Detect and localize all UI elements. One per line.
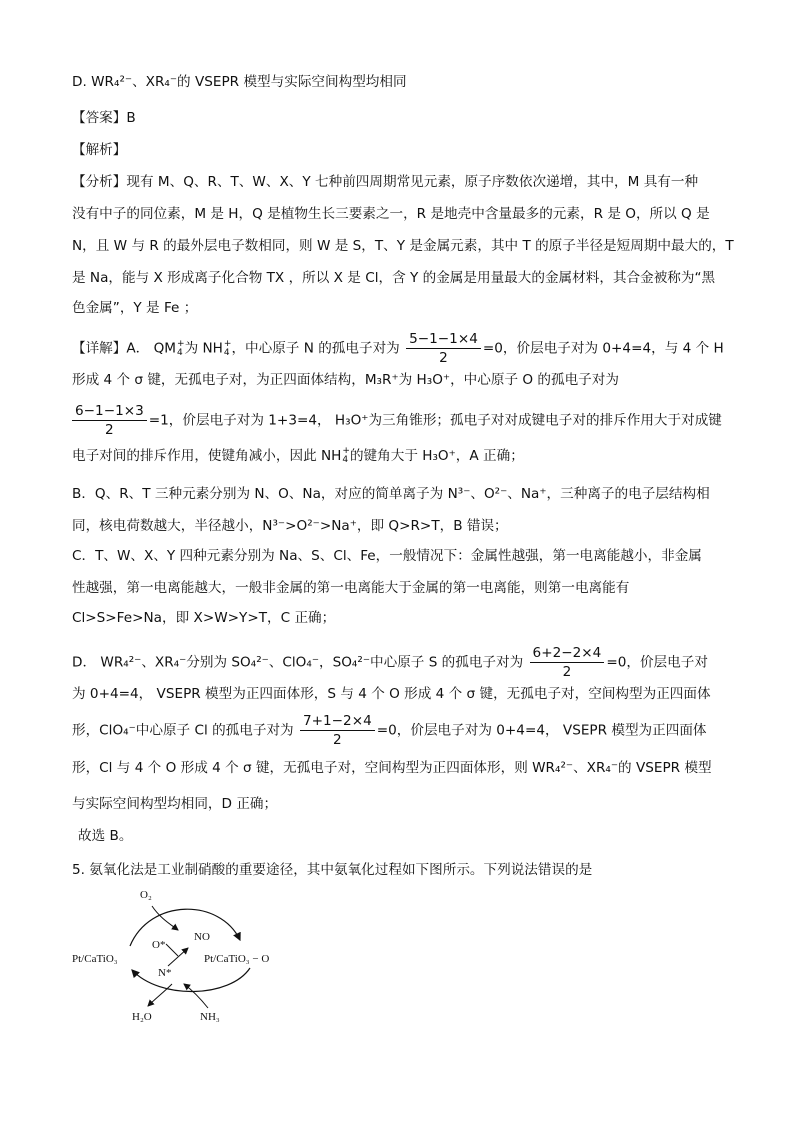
nh4-charge: + 4 (223, 338, 232, 358)
analysis-line-5: 色金属”，Y 是 Fe ； (72, 300, 198, 316)
label-o2: O₂ (140, 889, 152, 901)
detail-d-line-2: 为 0+4=4， VSEPR 模型为正四面体形，S 与 4 个 O 形成 4 个 σ 键，无孤电子对，空间构型为正四面体 (72, 686, 711, 702)
o-star-link (166, 944, 178, 956)
label-o-star: O* (152, 939, 166, 951)
detail-c-line-3: Cl>S>Fe>Na，即 X>W>Y>T，C 正确； (72, 610, 336, 626)
analysis-heading: 【解析】 (72, 142, 127, 158)
fraction-a1: $\frac{5-1-1\times 4}{2}$ (406, 330, 481, 367)
no-formation-arrow (168, 948, 188, 966)
detail-d-line-3: 形，ClO₄⁻中心原子 Cl 的孤电子对为 $\frac{7+1-2\times 4}{2}$ =0，价层电子对为 0+4=4， VSEPR 模型为正四面体 (72, 713, 707, 748)
upper-cycle-arrow (130, 909, 240, 946)
detail-c-line-1: C．T、W、X、Y 四种元素分别为 Na、S、Cl、Fe，一般情况下：金属性越强，第一电离能越小，非金属 (72, 548, 702, 564)
analysis-line-2: 没有中子的同位素，M 是 H，Q 是植物生长三要素之一，R 是地壳中含量最多的元素，R 是 O，所以 Q 是 (72, 206, 710, 222)
fraction-d1: $\frac{6+2-2\times 4}{2}$ (530, 644, 605, 681)
nh4-charge-2: + 4 (342, 446, 350, 465)
detail-a-line-4: 电子对间的排斥作用，使键角减小，因此 NH + 4 的键角大于 H₃O⁺，A 正确； (72, 446, 524, 465)
detail-a-line-1 (72, 330, 724, 367)
analysis-line-1: 【分析】现有 M、Q、R、T、W、X、Y 七种前四周期常见元素，原子序数依次递增，其中，M 具有一种 (72, 174, 699, 190)
label-n-star: N* (158, 967, 172, 979)
option-d-text: D. WR₄²⁻、XR₄⁻的 VSEPR 模型与实际空间构型均相同 (72, 74, 407, 90)
label-catalyst-right: Pt/CaTiO₃ − O (204, 953, 270, 965)
detail-a-mid: 为 NH (184, 340, 223, 357)
fraction-a3: $\frac{6-1-1\times 3}{2}$ (72, 402, 147, 439)
label-no: NO (194, 931, 210, 943)
label-nh3: NH₃ (200, 1011, 220, 1023)
detail-b-line-2: 同，核电荷数越大，半径越小，N³⁻>O²⁻>Na⁺，即 Q>R>T，B 错误； (72, 518, 508, 534)
conclusion-text: 故选 B。 (78, 828, 133, 844)
answer-label: 【答案】B (72, 110, 136, 126)
detail-d-line-4: 形，Cl 与 4 个 O 形成 4 个 σ 键，无孤电子对，空间构型为正四面体形，则 WR₄²⁻、XR₄⁻的 VSEPR 模型 (72, 760, 712, 776)
label-catalyst-left: Pt/CaTiO₃ (72, 953, 118, 965)
ammonia-oxidation-diagram (60, 878, 320, 1028)
qm-charge: + 4 (177, 338, 185, 358)
detail-a-tail: =0，价层电子对为 0+4=4，与 4 个 H (482, 340, 724, 357)
detail-c-line-2: 性越强，第一电离能越大，一般非金属的第一电离能大于金属的第一电离能，则第一电离能有 (72, 580, 630, 596)
detail-b-line-1: B．Q、R、T 三种元素分别为 N、O、Na，对应的简单离子为 N³⁻、O²⁻、Na⁺，三种离子的电子层结构相 (72, 486, 710, 502)
detail-d-line-1: D． WR₄²⁻、XR₄⁻分别为 SO₄²⁻、ClO₄⁻，SO₄²⁻中心原子 S 的孤电子对为 $\frac{6+2-2\times 4}{2}$ =0，价层电子对 (72, 645, 708, 680)
detail-a3-tail: =1，价层电子对为 1+3=4， H₃O⁺为三角锥形；孤电子对对成键电子对的排斥作用大于对成键 (148, 412, 722, 429)
detail-d-line-5: 与实际空间构型均相同，D 正确； (72, 796, 278, 812)
question-5-text: 5. 氨氧化法是工业制硝酸的重要途径，其中氨氧化过程如下图所示。下列说法错误的是 (72, 862, 593, 878)
label-h2o: H₂O (132, 1011, 152, 1023)
fraction-d3: $\frac{7+1-2\times 4}{2}$ (300, 712, 375, 749)
detail-a-post: ，中心原子 N 的孤电子对为 (231, 340, 400, 357)
o2-input-arrow (152, 906, 178, 930)
analysis-line-4: 是 Na，能与 X 形成离子化合物 TX ，所以 X 是 Cl，含 Y 的金属是用量最大的金属材料，其合金被称为“黑 (72, 270, 716, 286)
detail-a-line-2: 形成 4 个 σ 键，无孤电子对，为正四面体结构，M₃R⁺为 H₃O⁺，中心原子 O 的孤电子对为 (72, 372, 619, 388)
detail-a-line-3 (72, 402, 722, 439)
lower-cycle-arrow (132, 968, 250, 992)
detail-a-prefix: 【详解】A． QM (72, 340, 177, 357)
analysis-line-3: N，且 W 与 R 的最外层电子数相同，则 W 是 S，T、Y 是金属元素，其中 T 的原子半径是短周期中最大的，T (72, 238, 734, 254)
nh3-input-arrow (184, 984, 208, 1008)
